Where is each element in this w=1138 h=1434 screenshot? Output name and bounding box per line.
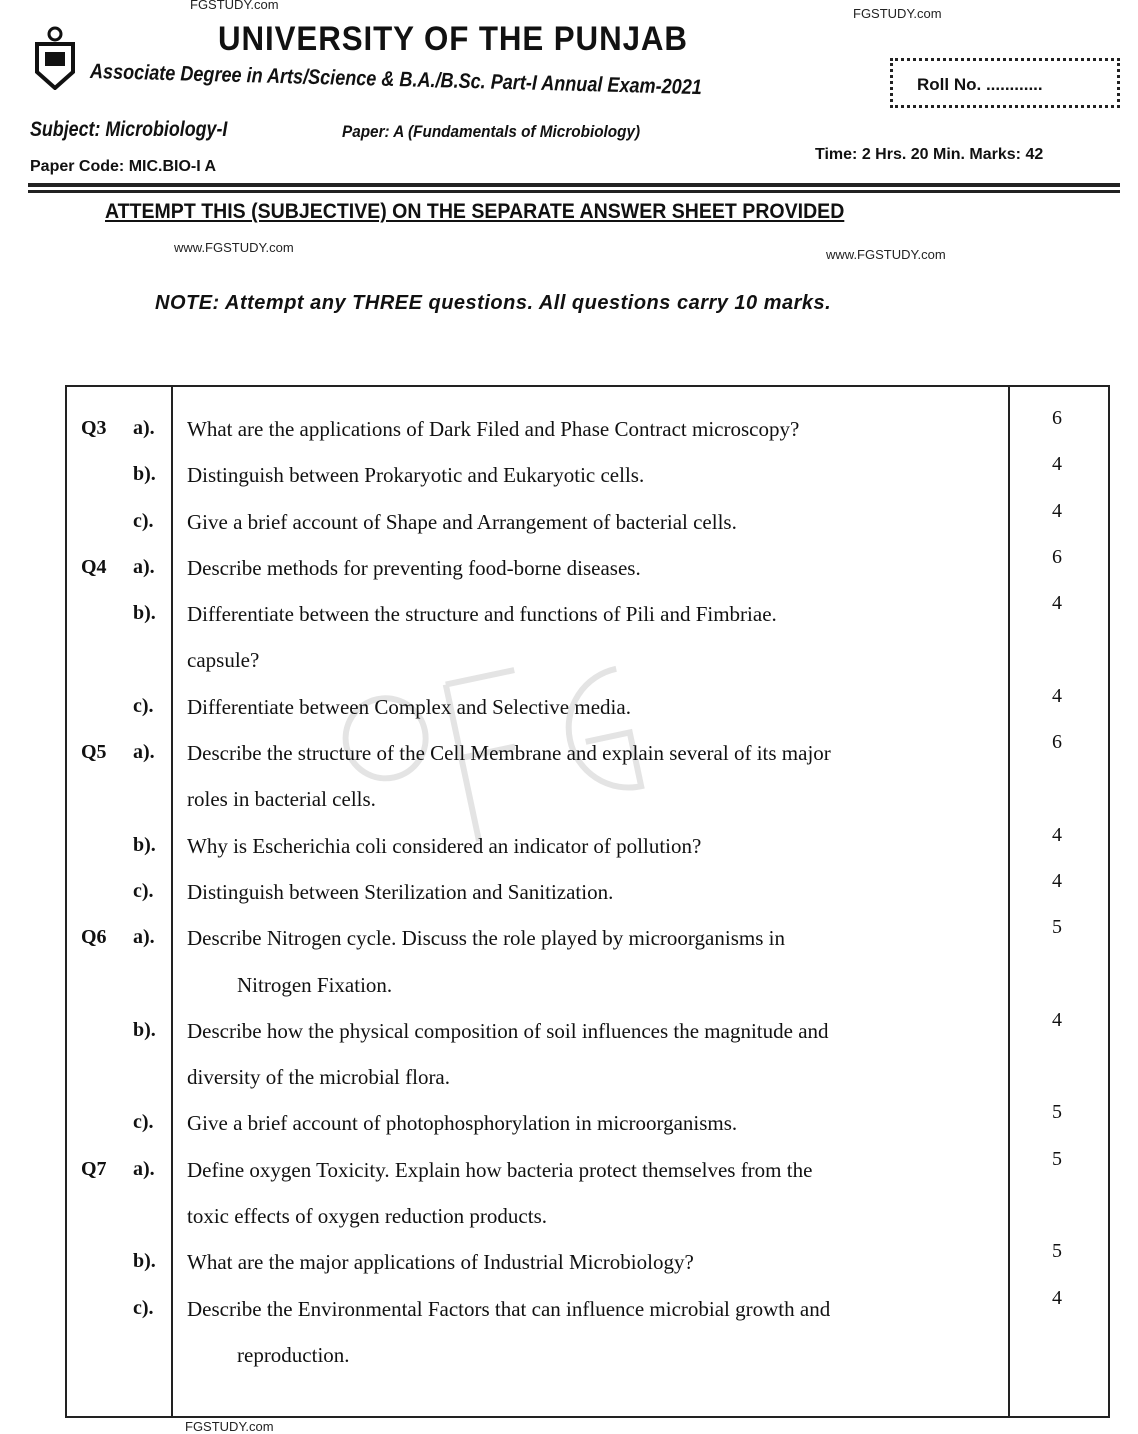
question-row	[67, 1148, 1108, 1194]
watermark-text: FGSTUDY.com	[185, 1419, 274, 1434]
instruction-heading: ATTEMPT THIS (SUBJECTIVE) ON THE SEPARATE ANSWER SHEET PROVIDED	[105, 200, 845, 223]
question-text: Differentiate between the structure and functions of Pili and Fimbriae.	[187, 602, 777, 627]
exam-title: Associate Degree in Arts/Science & B.A./B.Sc. Part-I Annual Exam-2021	[89, 60, 703, 100]
question-marks: 5	[1052, 916, 1062, 939]
question-text: Why is Escherichia coli considered an indicator of pollution?	[187, 833, 702, 858]
university-seal-icon	[33, 26, 77, 90]
question-number: Q5	[81, 741, 107, 764]
question-marks: 4	[1052, 499, 1062, 522]
question-marks: 4	[1052, 869, 1062, 892]
note: NOTE: Attempt any THREE questions. All questions carry 10 marks.	[155, 292, 832, 314]
question-row	[67, 1194, 1108, 1240]
question-text: Describe methods for preventing food-borne diseases.	[187, 555, 641, 580]
question-number: Q3	[81, 417, 107, 439]
question-text: Distinguish between Sterilization and Sanitization.	[187, 879, 614, 904]
question-text: Describe how the physical composition of soil influences the magnitude and	[187, 1018, 829, 1043]
question-text: Give a brief account of Shape and Arrangement of bacterial cells.	[187, 509, 737, 534]
question-row	[67, 1009, 1108, 1055]
question-text: What are the applications of Dark Filed and Phase Contract microscopy?	[187, 417, 800, 441]
question-text: capsule?	[187, 648, 260, 673]
question-row	[67, 638, 1108, 684]
question-row	[67, 870, 1108, 916]
question-text: Describe the structure of the Cell Membrane and explain several of its major	[187, 741, 831, 766]
question-part: a).	[133, 417, 155, 439]
watermark-text: FGSTUDY.com	[853, 6, 942, 21]
divider	[28, 183, 1120, 187]
question-marks: 6	[1052, 731, 1062, 754]
watermark-text: www.FGSTUDY.com	[174, 240, 294, 255]
question-part: a).	[133, 926, 155, 949]
question-row	[67, 592, 1108, 638]
question-row	[67, 685, 1108, 731]
question-text: Nitrogen Fixation.	[237, 972, 393, 997]
question-rows	[67, 407, 1108, 1379]
question-part: c).	[133, 509, 154, 532]
roll-label: Roll No. ............	[917, 75, 1043, 94]
question-row	[67, 777, 1108, 823]
question-row	[67, 824, 1108, 870]
question-text: roles in bacterial cells.	[187, 787, 376, 812]
question-text: Define oxygen Toxicity. Explain how bacteria protect themselves from the	[187, 1157, 813, 1182]
question-marks: 6	[1052, 407, 1062, 429]
question-part: c).	[133, 879, 154, 902]
question-row	[67, 1101, 1108, 1147]
watermark-text: www.FGSTUDY.com	[826, 247, 946, 262]
question-text: toxic effects of oxygen reduction products.	[187, 1204, 548, 1229]
roll-number-box	[890, 58, 1120, 108]
question-row	[67, 731, 1108, 777]
question-text: Describe Nitrogen cycle. Discuss the role played by microorganisms in	[187, 926, 785, 951]
question-marks: 4	[1052, 684, 1062, 707]
question-marks: 4	[1052, 592, 1062, 615]
question-row	[67, 453, 1108, 499]
question-row	[67, 916, 1108, 962]
question-text: diversity of the microbial flora.	[187, 1065, 451, 1090]
question-text: Give a brief account of photophosphorylation in microorganisms.	[187, 1111, 738, 1136]
question-row	[67, 546, 1108, 592]
question-row	[67, 407, 1108, 453]
subject: Subject: Microbiology-I	[30, 118, 228, 141]
paper-code: Paper Code: MIC.BIO-I A	[30, 158, 217, 175]
question-text: Describe the Environmental Factors that can influence microbial growth and	[187, 1296, 831, 1321]
university-name: UNIVERSITY OF THE PUNJAB	[218, 20, 688, 58]
question-marks: 6	[1052, 545, 1062, 568]
question-marks: 5	[1052, 1147, 1062, 1170]
question-number: Q7	[81, 1157, 107, 1180]
question-part: b).	[133, 1018, 156, 1041]
question-part: a).	[133, 741, 155, 764]
paper-title: Paper: A (Fundamentals of Microbiology)	[342, 122, 641, 141]
question-row	[67, 1240, 1108, 1286]
questions-table	[65, 385, 1110, 1418]
question-part: a).	[133, 555, 155, 578]
question-marks: 4	[1052, 453, 1062, 476]
question-part: a).	[133, 1157, 155, 1180]
question-number: Q6	[81, 926, 107, 949]
question-marks: 5	[1052, 1101, 1062, 1124]
question-marks: 5	[1052, 1240, 1062, 1263]
question-part: b).	[133, 463, 156, 486]
question-part: c).	[133, 694, 154, 717]
question-part: c).	[133, 1111, 154, 1134]
question-text: What are the major applications of Industrial Microbiology?	[187, 1250, 694, 1275]
question-row	[67, 1055, 1108, 1101]
question-row	[67, 1333, 1108, 1379]
question-part: b).	[133, 833, 156, 856]
question-text: reproduction.	[237, 1342, 350, 1367]
question-marks: 4	[1052, 1286, 1062, 1309]
question-marks: 4	[1052, 1008, 1062, 1031]
question-row	[67, 963, 1108, 1009]
question-text: Distinguish between Prokaryotic and Eukaryotic cells.	[187, 463, 645, 488]
question-part: c).	[133, 1296, 154, 1319]
question-text: Differentiate between Complex and Selective media.	[187, 694, 631, 719]
question-number: Q4	[81, 555, 107, 578]
question-marks: 4	[1052, 823, 1062, 846]
question-row	[67, 500, 1108, 546]
watermark-text: FGSTUDY.com	[190, 0, 279, 12]
time-marks: Time: 2 Hrs. 20 Min. Marks: 42	[815, 146, 1044, 163]
divider	[28, 190, 1120, 193]
question-part: b).	[133, 602, 156, 625]
question-row	[67, 1287, 1108, 1333]
question-part: b).	[133, 1250, 156, 1273]
